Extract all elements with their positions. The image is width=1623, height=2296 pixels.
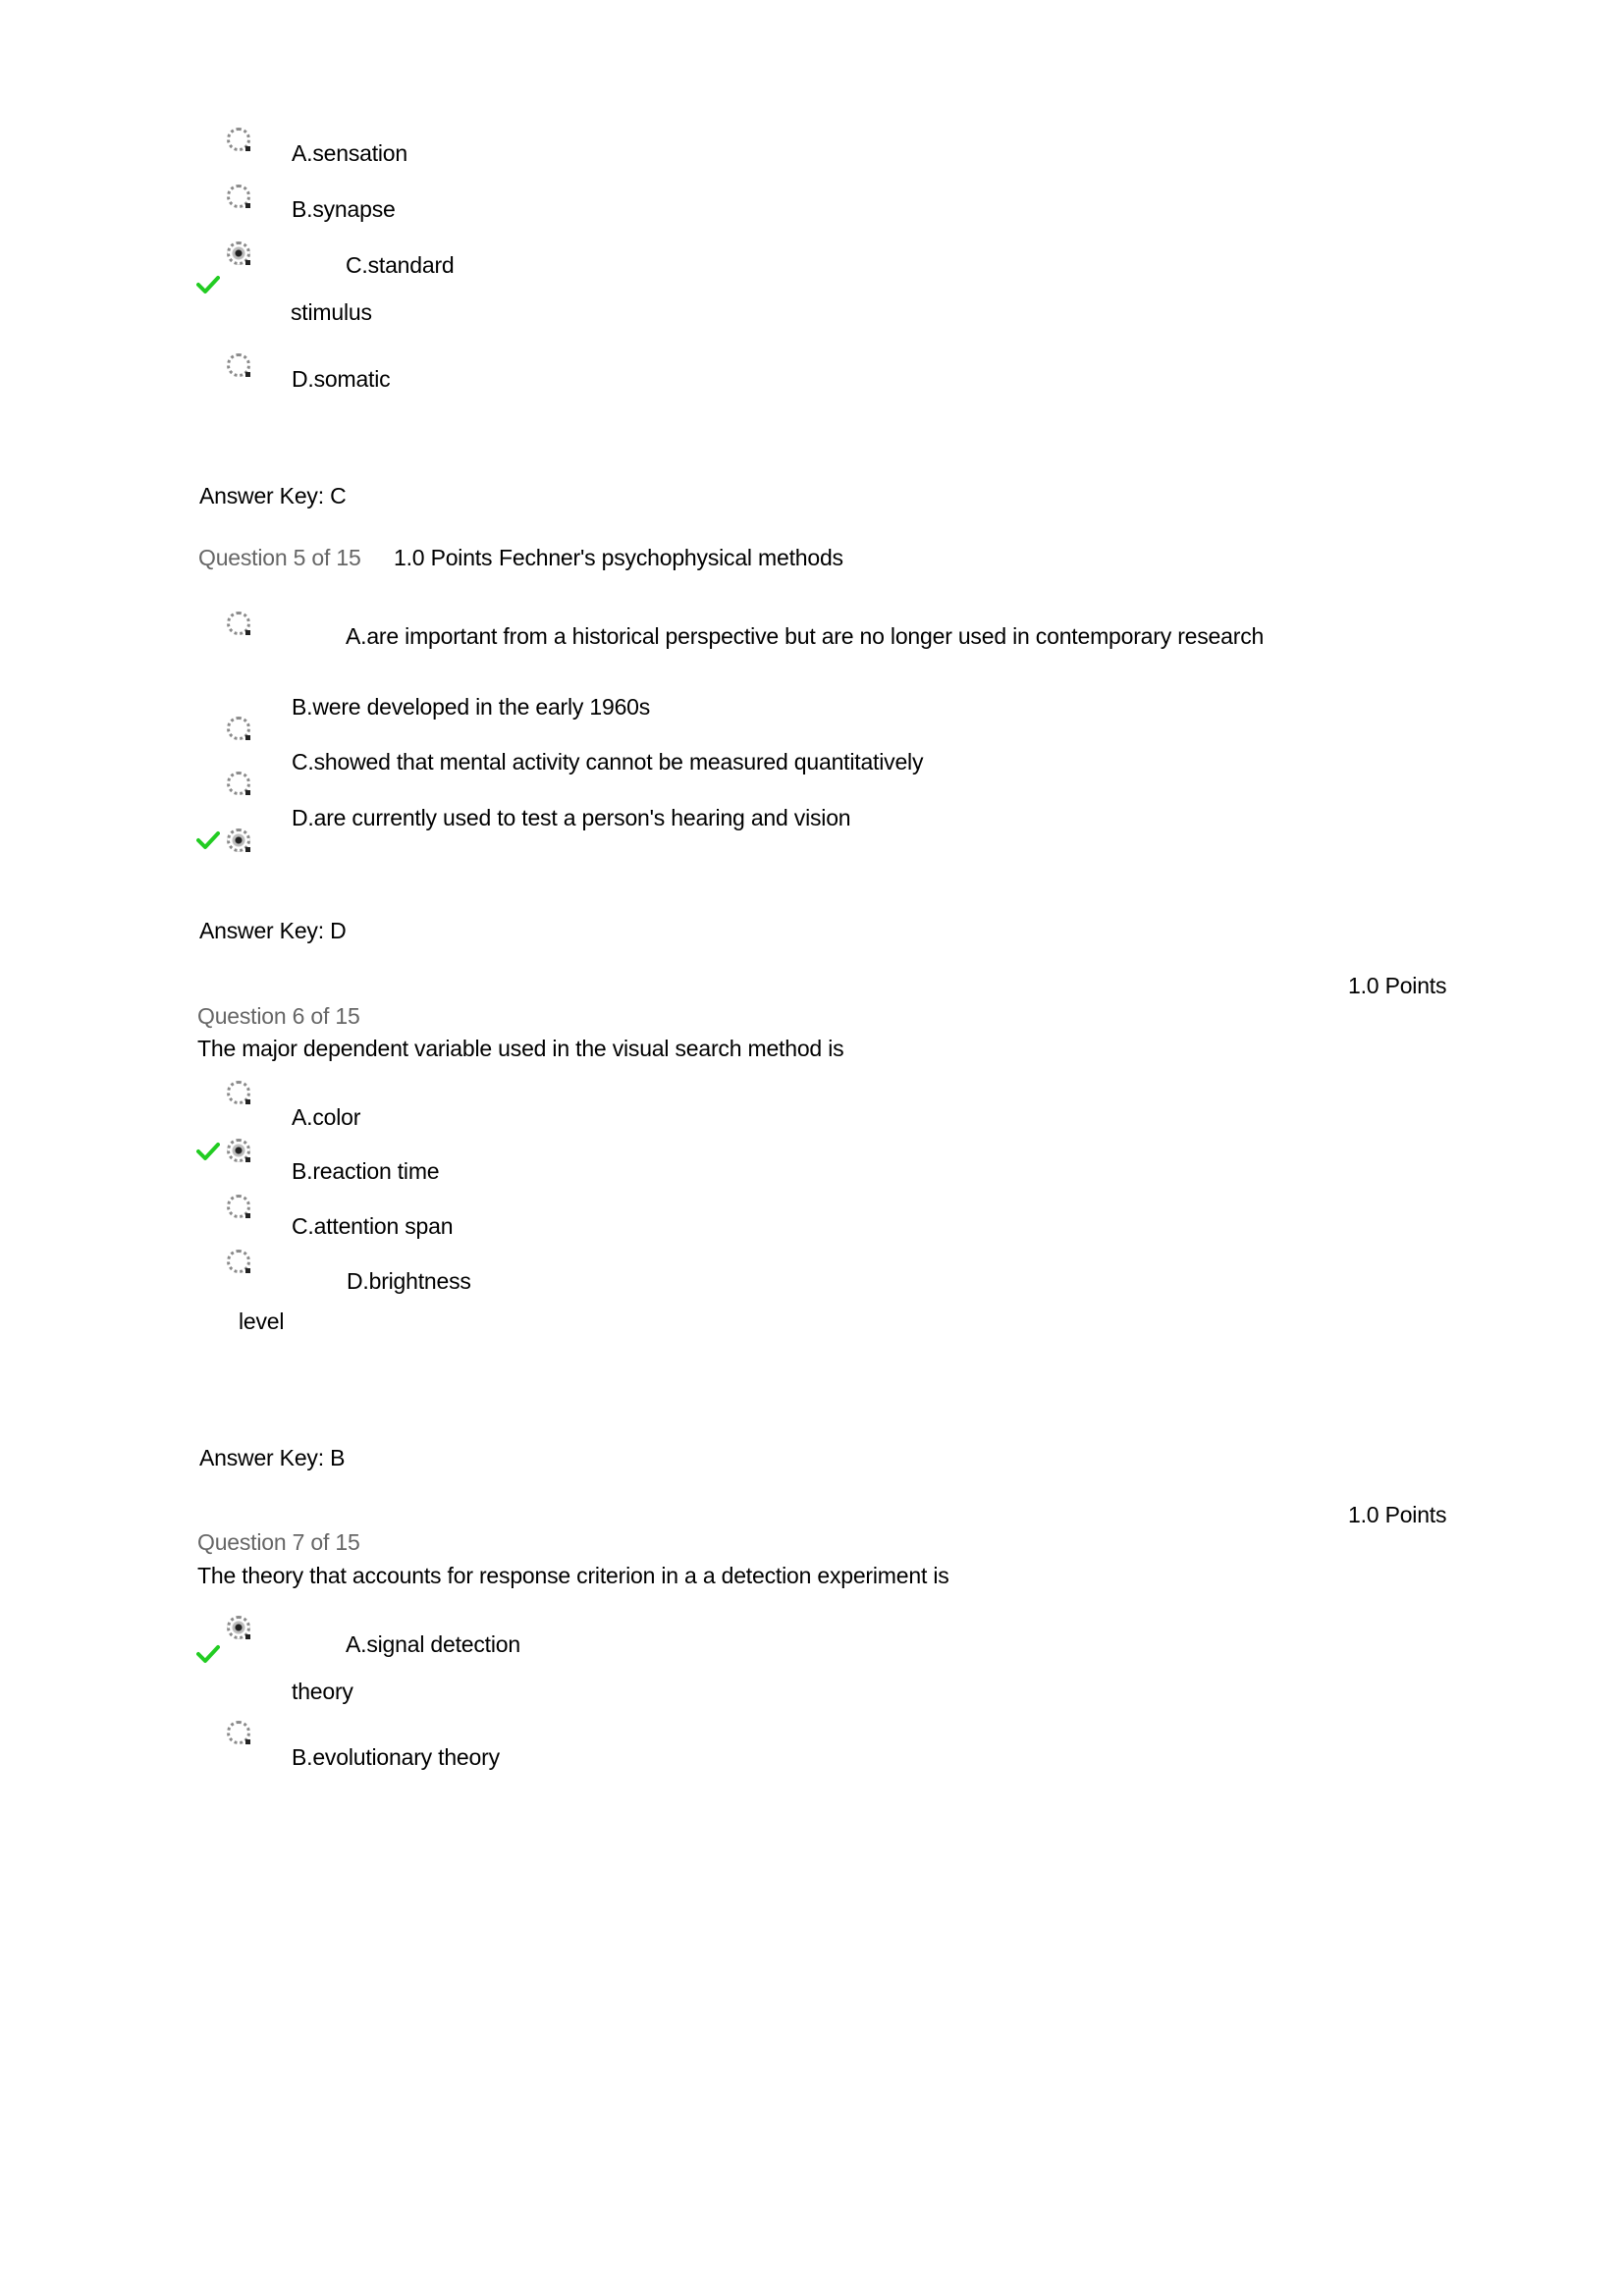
option-d-text: D.brightness: [347, 1268, 471, 1294]
answer-key: Answer Key: C: [199, 483, 347, 508]
green-checkmark-icon: [196, 830, 220, 850]
option-b-text: B.synapse: [292, 196, 396, 222]
radio-button-icon[interactable]: [227, 1081, 250, 1104]
question-prompt: The theory that accounts for response criterion in a a detection experiment is: [197, 1563, 949, 1588]
radio-button-icon[interactable]: [227, 612, 250, 635]
option-c-text-continued: stimulus: [291, 299, 372, 325]
option-d-text-continued: level: [239, 1308, 285, 1334]
radio-button-icon[interactable]: [227, 128, 250, 151]
option-a-text: A.signal detection: [346, 1631, 520, 1657]
option-d-text: D.are currently used to test a person's hearing and vision: [292, 805, 851, 830]
option-a-text: A.color: [292, 1104, 361, 1130]
radio-button-icon[interactable]: [227, 1195, 250, 1218]
option-b-text: B.reaction time: [292, 1158, 440, 1184]
option-b-text: B.were developed in the early 1960s: [292, 694, 651, 720]
points: 1.0 Points: [1348, 1502, 1447, 1527]
question-prompt: The major dependent variable used in the visual search method is: [197, 1036, 844, 1061]
radio-button-icon[interactable]: [227, 1250, 250, 1273]
radio-button-selected-icon[interactable]: [227, 1616, 250, 1639]
green-checkmark-icon: [196, 1644, 220, 1664]
green-checkmark-icon: [196, 275, 220, 294]
option-a-text: A.sensation: [292, 140, 407, 166]
option-c-text: C.showed that mental activity cannot be measured quantitatively: [292, 749, 924, 774]
answer-key: Answer Key: D: [199, 918, 347, 943]
radio-button-icon[interactable]: [227, 1721, 250, 1744]
green-checkmark-icon: [196, 1142, 220, 1161]
option-d-text: D.somatic: [292, 366, 391, 392]
option-a-text: A.are important from a historical perspective but are no longer used in contemporary research: [346, 623, 1265, 649]
radio-button-icon[interactable]: [227, 772, 250, 795]
option-c-text: C.attention span: [292, 1213, 454, 1239]
option-a-text-continued: theory: [292, 1679, 353, 1704]
question-label: Question 6 of 15: [197, 1003, 360, 1029]
option-c-text: C.standard: [346, 252, 455, 278]
question-prompt: Fechner's psychophysical methods: [499, 545, 843, 570]
points: 1.0 Points: [1348, 973, 1447, 998]
radio-button-icon[interactable]: [227, 717, 250, 740]
question-label: Question 7 of 15: [197, 1529, 360, 1555]
points: 1.0 Points: [394, 545, 493, 570]
answer-key: Answer Key: B: [199, 1445, 346, 1470]
radio-button-icon[interactable]: [227, 353, 250, 377]
radio-button-selected-icon[interactable]: [227, 1139, 250, 1162]
radio-button-selected-icon[interactable]: [227, 241, 250, 265]
radio-button-selected-icon[interactable]: [227, 828, 250, 852]
radio-button-icon[interactable]: [227, 185, 250, 208]
question-label: Question 5 of 15: [198, 545, 361, 570]
option-b-text: B.evolutionary theory: [292, 1744, 500, 1770]
